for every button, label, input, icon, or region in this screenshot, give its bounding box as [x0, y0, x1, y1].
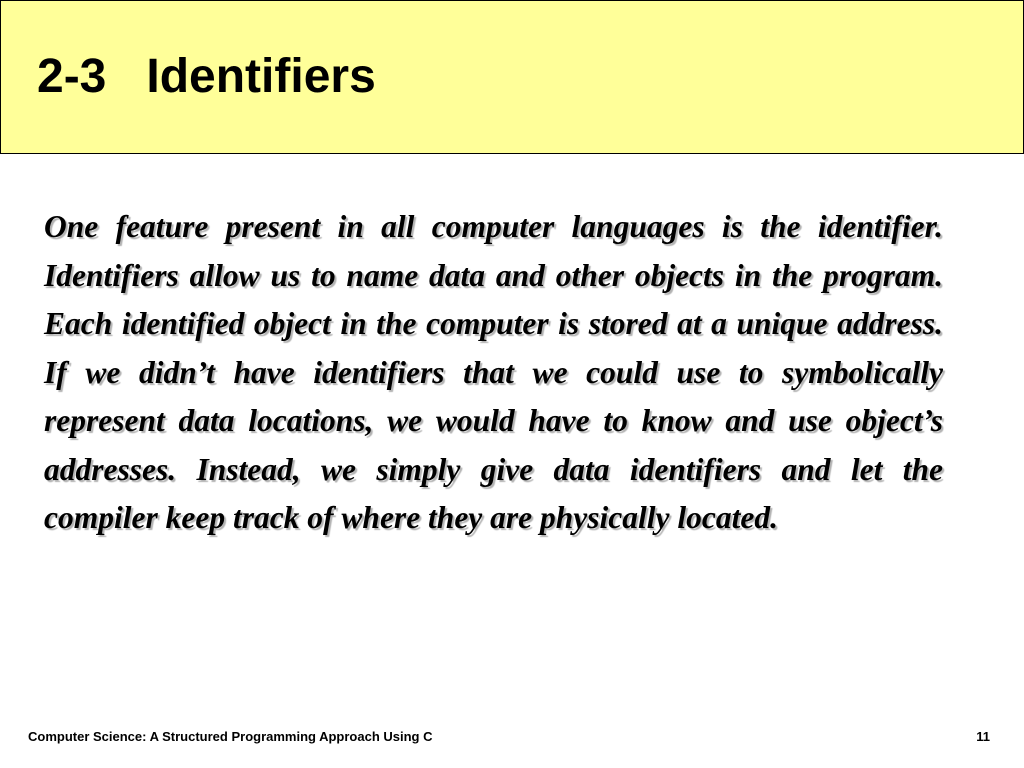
- footer-page-number: 11: [976, 729, 990, 744]
- slide-title: 2-3 Identifiers: [37, 50, 376, 103]
- title-bar: [0, 0, 1024, 154]
- footer-book-title: Computer Science: A Structured Programming Approach Using C: [28, 729, 433, 744]
- slide-body-text: One feature present in all computer languages is the identifier. Identifiers allow us to name data and other objects in the program. Each identified object in the computer is stored at a unique address. If we didn’t have identifiers that we could use to symbolically represent data locations, we would have to know and use object’s addresses. Instead, we simply give data identifiers and let the compiler keep track of where they are physically located.: [44, 209, 943, 535]
